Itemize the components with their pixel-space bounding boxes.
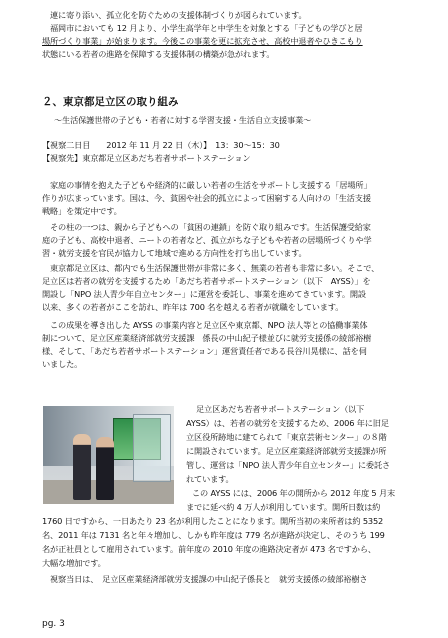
visit-place: 【視察先】東京都足立区あだち若者サポートステーション	[42, 153, 251, 163]
body-line: いました。	[42, 359, 83, 369]
body-line: 庭の子ども、高校中退者、ニートの若者など、孤立がちな子どもや若者の居場所づくりや学	[42, 235, 372, 245]
section-heading: ２、東京都足立区の取り組み	[42, 96, 179, 108]
body-line: 名、2011 年は 7131 名と年々増加し、しかも昨年度は 779 名が進路が決定し、そのうち 199	[42, 530, 385, 540]
photo-caption-line: この AYSS には、2006 年の開所から 2012 年度 5 月末	[192, 488, 396, 498]
body-line: 名が正社員として雇用されています。前年度の 2010 年度の進路決定者が 473 名ですから、	[42, 544, 376, 554]
body-line: 制について、足立区産業経済部就労支援課 係長の中山紀子様並びに就労支援係の綾部裕樹	[42, 333, 372, 343]
body-line: 足立区は若者の就労を支援するため「あだち若者サポートステーション（以下 AYSS）」を	[42, 276, 371, 286]
body-line: 家庭の事情を抱えた子どもや経済的に厳しい若者の生活をサポートし支援する「居場所」	[50, 180, 372, 190]
photo-caption-line: 立区役所跡地に建てられて「東京芸術センター」の８階	[186, 432, 387, 442]
photo-caption-line: 管し、運営は「NPO 法人青少年自立センター」に委託さ	[186, 460, 391, 470]
body-line: 開設し「NPO 法人青少年自立センター」に運営を委託し、事業を進めてきています。開設	[42, 289, 366, 299]
body-line: 様、そして、「あだち若者サポートステーション」運営責任者である長谷川晃様に、話を伺	[42, 346, 367, 356]
photo-caption-line: に開設されています。足立区産業経済部就労支援課が所	[186, 446, 387, 456]
body-line: 以来、多くの若者がここを訪れ、昨年は 700 名を越える若者が就職をしています。	[42, 302, 344, 312]
intro-line: 状態にいる若者の進路を保障する支援体制の構築が急がれます。	[42, 49, 275, 59]
section-subheading: ～生活保護世帯の子ども・若者に対する学習支援・生活自立支援事業～	[54, 115, 312, 125]
photo-caption-line: までに延べ約 4 万人が利用しています。開所日数は約	[186, 502, 381, 512]
photo-caption-line: れています。	[186, 474, 234, 484]
visit-photo	[43, 406, 174, 504]
body-line: 東京都足立区は、都内でも生活保護世帯が非常に多く、無業の若者も非常に多い。そこで、	[50, 263, 380, 273]
intro-line: 場所づくり事業」が始まります。今後この事業を更に拡充させ、高校中退者やひきこもり	[42, 36, 363, 46]
visit-date: 【視察二日目 2012 年 11 月 22 日（木）】 13：30～15：30	[42, 140, 280, 150]
body-line: 視察当日は、 足立区産業経済部就労支援課の中山紀子係長と 就労支援係の綾部裕樹さ	[50, 574, 368, 584]
intro-line: 連に寄り添い、孤立化を防ぐための支援体制づくりが図られています。	[50, 10, 307, 20]
body-line: 大幅な増加です。	[42, 558, 106, 568]
body-line: 作りが広まっています。国は、今、貧困や社会的孤立によって困窮する人向けの「生活支援	[42, 193, 371, 203]
body-line: 戦略」を策定中です。	[42, 206, 122, 216]
photo-caption-line: 足立区あだち若者サポートステーション（以下	[196, 404, 365, 414]
body-line: 習・就労支援を官民が協力して地域で進める方向性を打ち出しています。	[42, 248, 307, 258]
page-number: pg. 3	[42, 619, 65, 629]
body-line: この成果を導き出した AYSS の事業内容と足立区や東京都、NPO 法人等との協働事業体	[50, 320, 368, 330]
intro-line: 福岡市においても 12 月より、小学生高学年と中学生を対象とする「子どもの学びと居	[50, 23, 363, 33]
photo-caption-line: AYSS）は、若者の就労を支援するため、2006 年に旧足	[186, 418, 389, 428]
body-line: 1760 日ですから、一日あたり 23 名が利用したことになります。開所当初の来所者は約 5352	[42, 516, 384, 526]
body-line: その柱の一つは、親から子どもへの「貧困の連鎖」を防ぐ取り組みです。生活保護受給家	[50, 222, 371, 232]
